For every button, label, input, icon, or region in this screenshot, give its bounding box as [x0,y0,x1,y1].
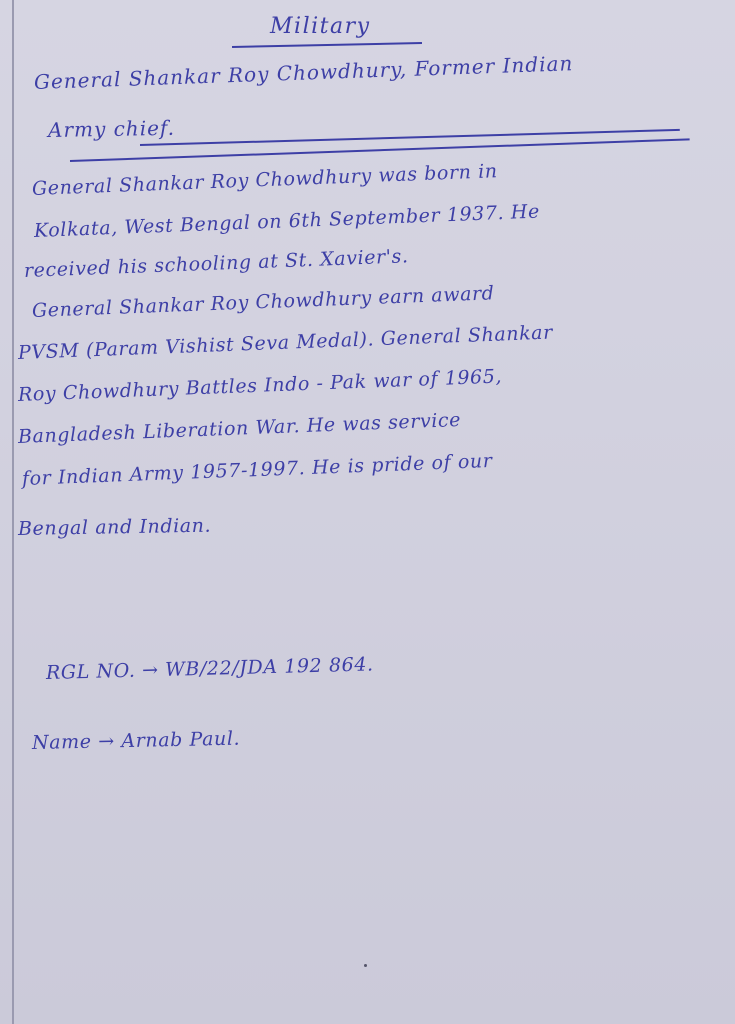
body-line: Bengal and Indian. [17,514,212,540]
body-line: General Shankar Roy Chowdhury was born in [31,160,499,200]
title-underline [232,42,422,48]
body-line: Kolkata, West Bengal on 6th September 1937. He [33,200,541,242]
body-line: Roy Chowdhury Battles Indo - Pak war of 1965, [17,365,503,406]
ink-dot [364,964,367,967]
body-line: General Shankar Roy Chowdhury earn award [31,282,495,322]
body-line: Bangladesh Liberation War. He was service [17,408,462,448]
author-name: Name → Arnab Paul. [31,727,241,754]
heading-line-1: General Shankar Roy Chowdhury, Former Indian [33,51,574,94]
page-title: Military [270,14,371,39]
body-line: PVSM (Param Vishist Seva Medal). General Shankar [17,321,554,364]
margin-line [12,0,14,1024]
body-line: received his schooling at St. Xavier's. [23,245,409,282]
heading-underline-2 [70,138,690,162]
heading-line-2: Army chief. [47,115,176,142]
body-line: for Indian Army 1957-1997. He is pride of our [21,449,493,490]
registration-number: RGL NO. → WB/22/JDA 192 864. [45,653,374,684]
